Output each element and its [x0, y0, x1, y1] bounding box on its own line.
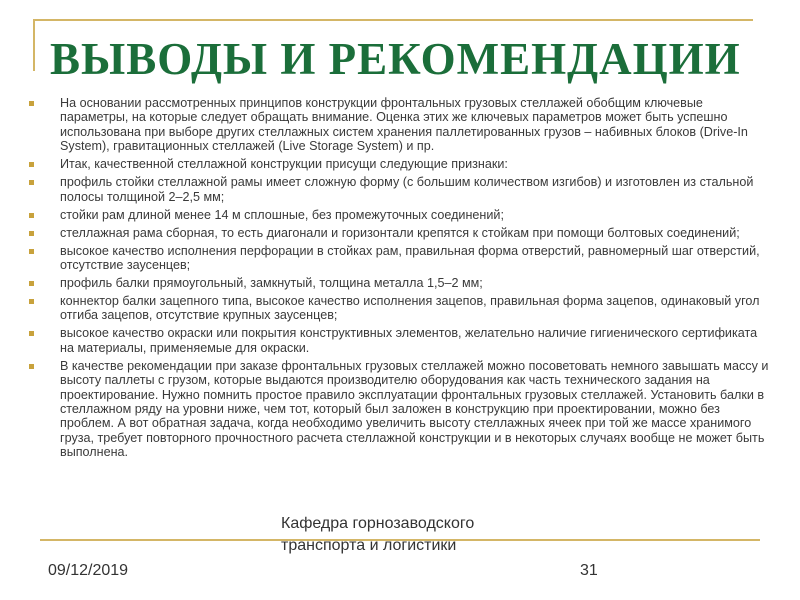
slide-number: 31: [580, 562, 598, 579]
bullet-text: На основании рассмотренных принципов конструкции фронтальных грузовых стеллажей обобщим ключевые параметры, на которые следует обращать внимание. Оценка этих же ключевых параметров может быть успешно использована при выборе других стеллажных систем хранения паллетированных грузов – набивных блоков (Drive-In System), гравитационных стеллажей (Live Storage System) и пр.: [60, 96, 748, 154]
bullet-text: профиль балки прямоугольный, замкнутый, толщина металла 1,5–2 мм;: [60, 276, 483, 291]
square-bullet-icon: [29, 101, 34, 106]
bullet-list: [29, 96, 774, 463]
bullet-item: [29, 244, 774, 273]
title-frame-line: [33, 19, 344, 21]
slide-title: ВЫВОДЫ И РЕКОМЕНДАЦИИ: [50, 34, 741, 84]
bullet-text: стеллажная рама сборная, то есть диагонали и горизонтали крепятся к стойкам при помощи болтовых соединений;: [60, 225, 740, 240]
bullet-text: коннектор балки зацепного типа, высокое качество исполнения зацепов, правильная форма зацепов, одинаковый угол отгиба зацепов, отсутствие крупных заусенцев;: [60, 294, 760, 323]
square-bullet-icon: [29, 364, 34, 369]
square-bullet-icon: [29, 162, 34, 167]
bullet-text: В качестве рекомендации при заказе фронтальных грузовых стеллажей можно посоветовать немного завышать массу и высоту паллеты с грузом, которые выдаются производителю оборудования как часть технического задания на проектирование. Нужно помнить простое правило эксплуатации фронтальных грузовых стеллажей. Установить балки в стеллажном ряду на уровни ниже, чем тот, который был заложен в конструкцию при проектировании, можно без проблем. А вот обратная задача, когда необходимо увеличить высоту стеллажных ячеек при той же массе хранимого груза, требует повторного прочностного расчета стеллажной конструкции и в некоторых случаях вообще не может быть выполнена.: [60, 358, 769, 460]
bullet-item: [29, 276, 774, 290]
square-bullet-icon: [29, 180, 34, 185]
bullet-text: профиль стойки стеллажной рамы имеет сложную форму (с большим количеством изгибов) и изготовлен из стальной полосы толщиной 2–2,5 мм;: [60, 175, 754, 204]
bullet-item: [29, 359, 774, 460]
bullet-item: [29, 96, 774, 154]
square-bullet-icon: [29, 331, 34, 336]
title-frame-line-right: [344, 19, 753, 21]
square-bullet-icon: [29, 249, 34, 254]
square-bullet-icon: [29, 299, 34, 304]
bullet-item: [29, 226, 774, 240]
bullet-text: высокое качество исполнения перфорации в стойках рам, правильная форма отверстий, равномерный шаг отверстий, отсутствие заусенцев;: [60, 243, 760, 273]
bullet-text: Итак, качественной стеллажной конструкции присущи следующие признаки:: [60, 157, 508, 172]
footer-department: Кафедра горнозаводского транспорта и логистики: [281, 515, 475, 554]
bullet-item: [29, 157, 774, 171]
footer-date: 09/12/2019: [48, 562, 129, 579]
bullet-item: [29, 208, 774, 222]
bullet-text: стойки рам длиной менее 14 м сплошные, без промежуточных соединений;: [60, 207, 504, 222]
bullet-item: [29, 294, 774, 323]
bullet-item: [29, 175, 774, 204]
square-bullet-icon: [29, 231, 34, 236]
bullet-text: высокое качество окраски или покрытия конструктивных элементов, желательно наличие гигиенического сертификата на материалы, применяемые для окраски.: [60, 326, 758, 355]
square-bullet-icon: [29, 281, 34, 286]
square-bullet-icon: [29, 213, 34, 218]
bullet-item: [29, 326, 774, 355]
title-frame-left: [33, 19, 35, 71]
